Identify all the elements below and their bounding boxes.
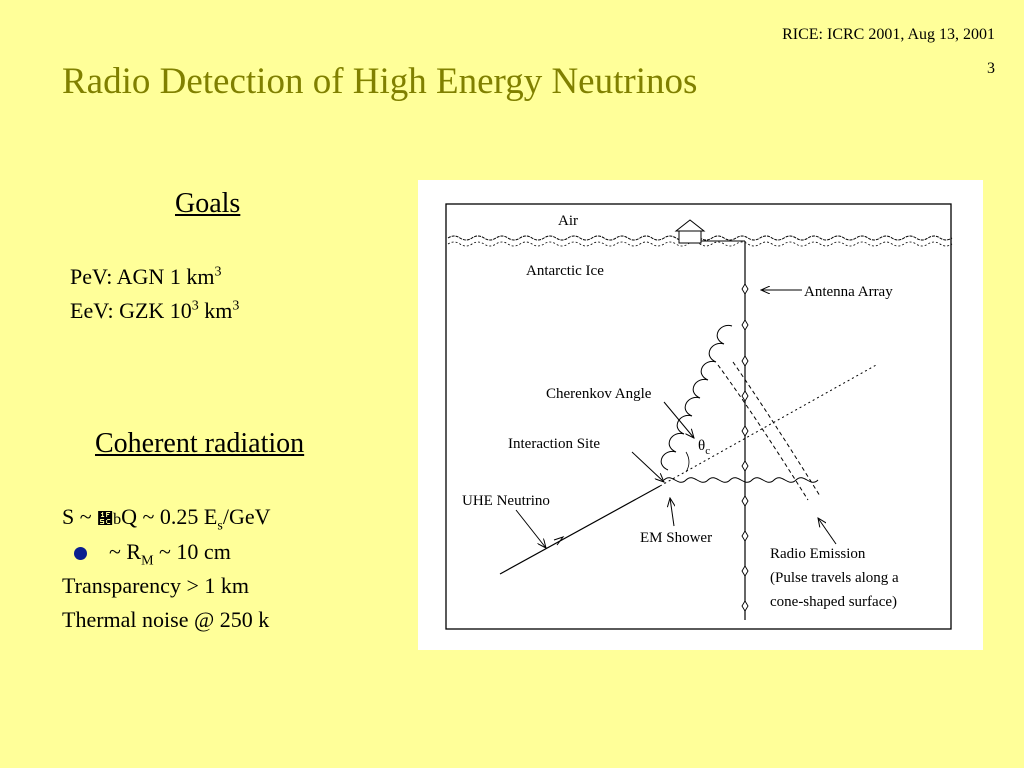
radio-emission-note-2: cone-shaped surface)	[770, 594, 898, 610]
em-shower-label: EM Shower	[640, 530, 713, 546]
antenna-array-label: Antenna Array	[804, 284, 893, 300]
signal-scaling-sub: s	[217, 518, 223, 534]
signal-scaling-line	[62, 504, 270, 534]
slide-reference: RICE: ICRC 2001, Aug 13, 2001	[782, 26, 995, 43]
moliere-radius-line	[62, 539, 231, 569]
radio-emission-label: Radio Emission	[770, 546, 866, 562]
signal-scaling-b: Q ~ 0.25 E	[121, 504, 218, 529]
theta-c-label: $\theta_c$	[698, 438, 711, 457]
goal-eev	[70, 298, 239, 324]
bullet-icon	[74, 547, 87, 560]
diagram-svg	[418, 180, 983, 650]
interaction-site-pointer	[632, 452, 664, 482]
antarctic-ice-label: Antarctic Ice	[526, 263, 604, 279]
radio-emission-pointer	[818, 518, 836, 544]
moliere-a: ~ R	[109, 539, 142, 564]
thermal-noise-line: Thermal noise @ 250 k	[62, 607, 270, 632]
shower-axis	[660, 364, 878, 486]
air-label: Air	[558, 213, 578, 229]
cherenkov-angle-label: Cherenkov Angle	[546, 386, 652, 402]
cherenkov-angle-arc	[686, 452, 689, 472]
radio-emission-note-1: (Pulse travels along a	[770, 570, 899, 586]
uhe-neutrino-label: UHE Neutrino	[462, 493, 550, 509]
missing-glyph-symbol: ὜b	[97, 511, 122, 528]
radio-wave-horizontal	[664, 478, 818, 483]
cherenkov-angle-pointer	[664, 402, 694, 438]
interaction-site-label: Interaction Site	[508, 436, 601, 452]
goal-pev	[70, 264, 221, 290]
goal-pev-exponent: 3	[214, 264, 222, 280]
goal-pev-text: PeV: AGN 1 km	[70, 264, 215, 289]
moliere-b: ~ 10 cm	[153, 539, 231, 564]
goal-eev-text: EeV: GZK 10	[70, 298, 192, 323]
page-number: 3	[987, 60, 995, 77]
moliere-sub: M	[141, 553, 154, 569]
coherent-radiation-heading: Coherent radiation	[95, 428, 305, 459]
surface-station-icon	[676, 220, 745, 243]
goal-eev-exponent-1: 3	[191, 298, 199, 314]
goal-eev-exponent-2: 3	[232, 298, 240, 314]
transparency-line: Transparency > 1 km	[62, 573, 249, 598]
uhe-neutrino-pointer	[516, 510, 546, 548]
slide-title: Radio Detection of High Energy Neutrinos	[62, 61, 698, 102]
goals-heading: Goals	[175, 188, 241, 219]
diagram-frame	[446, 204, 951, 629]
em-shower-pointer	[670, 498, 674, 526]
detection-diagram	[418, 180, 983, 650]
signal-scaling-a: S ~	[62, 504, 98, 529]
radio-wave-upward	[661, 325, 732, 470]
goal-eev-unit: km	[198, 298, 233, 323]
signal-scaling-c: /GeV	[222, 504, 271, 529]
